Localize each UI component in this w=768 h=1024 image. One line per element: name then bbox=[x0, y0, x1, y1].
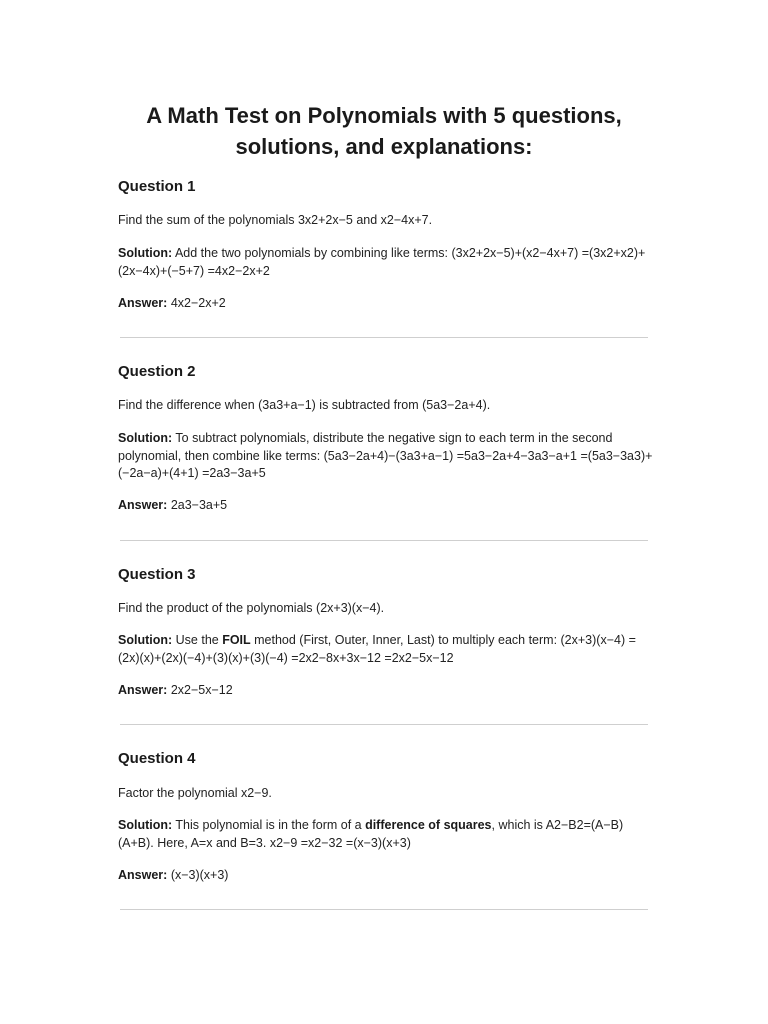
question-1-prompt: Find the sum of the polynomials 3x2+2x−5 and x2−4x+7. bbox=[118, 213, 433, 227]
answer-label: Answer: bbox=[118, 296, 168, 310]
question-1-heading: Question 1 bbox=[118, 178, 196, 195]
question-2-prompt: Find the difference when (3a3+a−1) is subtracted from (5a3−2a+4). bbox=[118, 398, 491, 412]
question-4-answer bbox=[118, 867, 653, 885]
question-2-answer bbox=[118, 497, 653, 515]
question-4-solution-emphasis: difference of squares bbox=[365, 818, 492, 832]
section-divider bbox=[120, 724, 648, 725]
section-divider bbox=[120, 337, 648, 338]
answer-label: Answer: bbox=[118, 498, 168, 512]
answer-label: Answer: bbox=[118, 868, 168, 882]
question-3-answer-value: 2x2−5x−12 bbox=[170, 683, 233, 697]
question-3-solution-emphasis: FOIL bbox=[222, 633, 251, 647]
question-4-solution-pre: This polynomial is in the form of a bbox=[175, 818, 366, 832]
question-1-solution-text: Add the two polynomials by combining like terms: (3x2+2x−5)+(x2−4x+7) =(3x2+x2)+(2x−4x)+(−5+7) =4x2−2x+2 bbox=[118, 246, 646, 278]
section-divider bbox=[120, 540, 648, 541]
question-3-prompt: Find the product of the polynomials (2x+3)(x−4). bbox=[118, 601, 385, 615]
question-1-answer bbox=[118, 295, 653, 313]
page-title bbox=[100, 100, 668, 162]
solution-label: Solution: bbox=[118, 246, 173, 260]
question-4-heading: Question 4 bbox=[118, 750, 196, 767]
question-4-answer-value: (x−3)(x+3) bbox=[170, 868, 229, 882]
question-3-heading: Question 3 bbox=[118, 566, 196, 583]
question-3-answer bbox=[118, 682, 653, 700]
question-2-solution bbox=[118, 430, 653, 483]
title-line-2: solutions, and explanations: bbox=[235, 134, 533, 159]
question-2-answer-value: 2a3−3a+5 bbox=[170, 498, 228, 512]
question-2-solution-text: To subtract polynomials, distribute the negative sign to each term in the second polynomial, then combine like terms: (5a3−2a+4)−(3a3+a−1) =5a3−2a+4−3a3−a+1 =(5a3−3a3)+(−2a−a)+(4+1) =2a3−3a+5 bbox=[118, 431, 653, 480]
solution-label: Solution: bbox=[118, 633, 173, 647]
question-1-answer-value: 4x2−2x+2 bbox=[170, 296, 226, 310]
question-3-solution-post: method (First, Outer, Inner, Last) to multiply each term: (2x+3)(x−4) =(2x)(x)+(2x)(−4)+(3)(x)+(3)(−4) =2x2−8x+3x−12 =2x2−5x−12 bbox=[118, 633, 636, 665]
title-line-1: A Math Test on Polynomials with 5 questions, bbox=[146, 103, 622, 128]
answer-label: Answer: bbox=[118, 683, 168, 697]
question-4-solution bbox=[118, 817, 653, 852]
question-1-solution bbox=[118, 245, 653, 280]
question-4-prompt: Factor the polynomial x2−9. bbox=[118, 786, 272, 800]
question-3-solution-pre: Use the bbox=[175, 633, 223, 647]
question-3-solution bbox=[118, 632, 653, 667]
solution-label: Solution: bbox=[118, 431, 173, 445]
question-2-heading: Question 2 bbox=[118, 363, 196, 380]
section-divider bbox=[120, 909, 648, 910]
question-4-solution-post: , which is A2−B2=(A−B)(A+B). Here, A=x and B=3. x2−9 =x2−32 =(x−3)(x+3) bbox=[118, 818, 624, 850]
solution-label: Solution: bbox=[118, 818, 173, 832]
